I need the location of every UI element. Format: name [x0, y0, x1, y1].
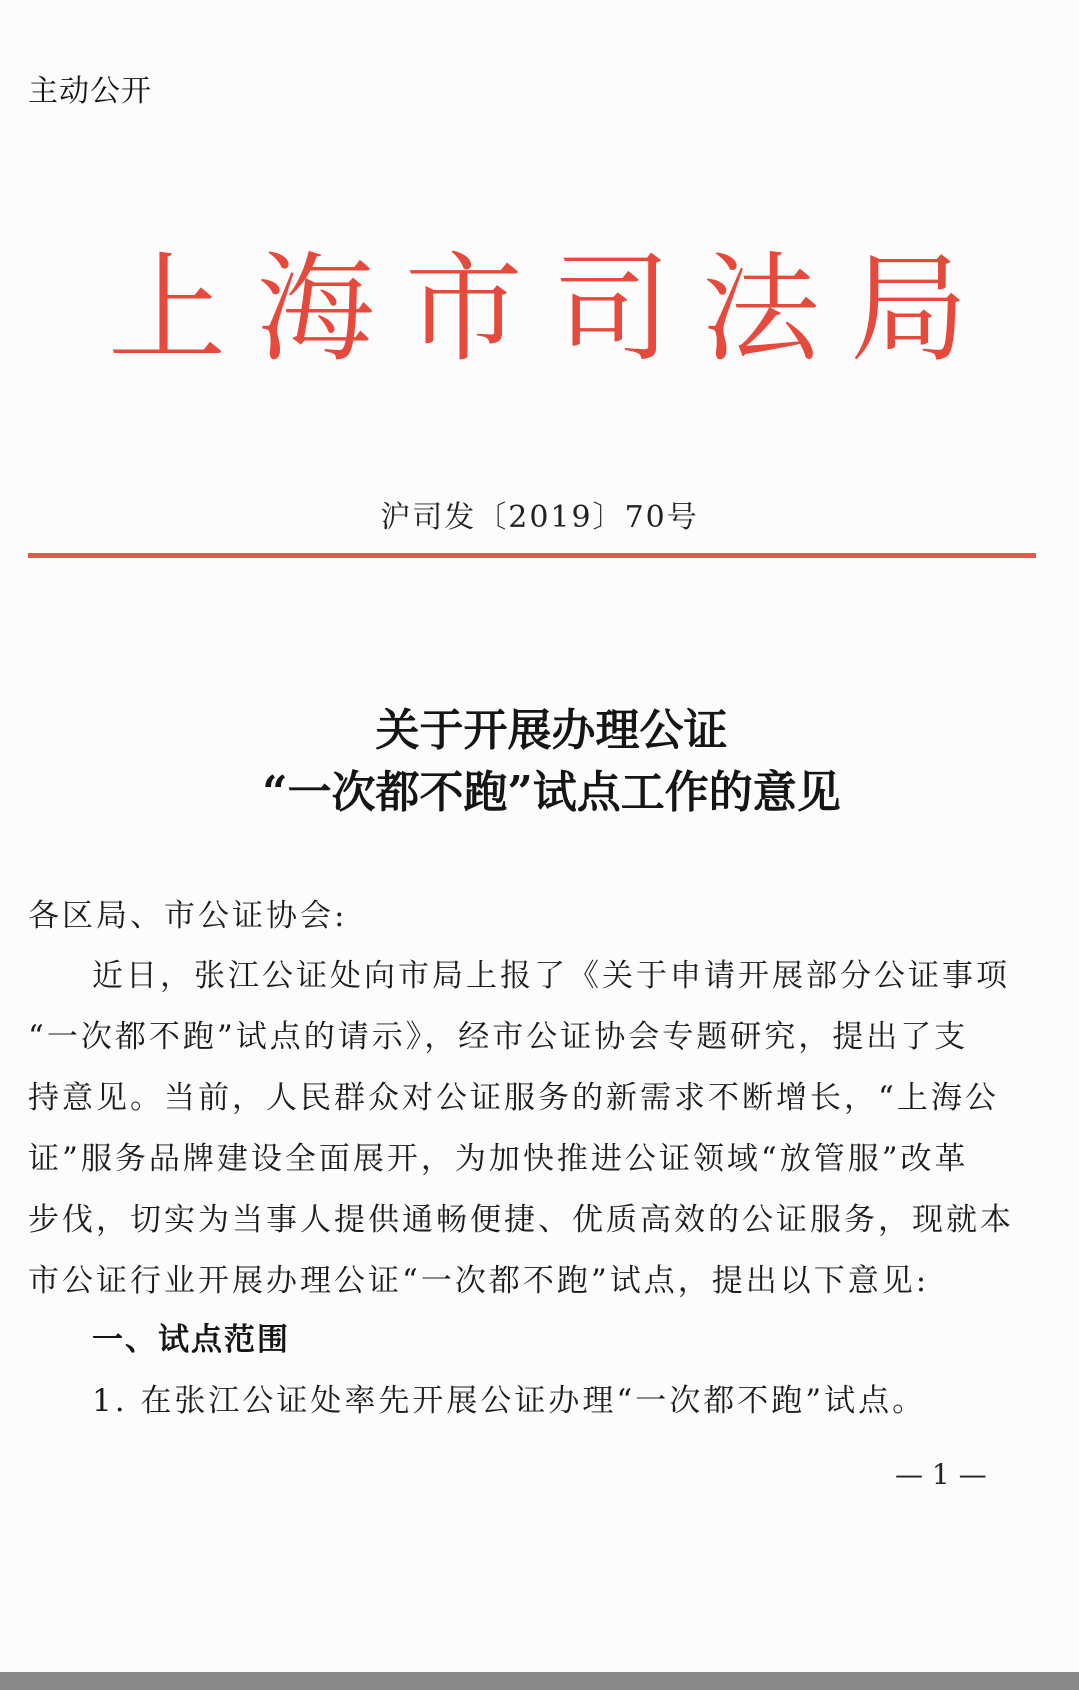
paragraph-line: 步伐，切实为当事人提供通畅便捷、优质高效的公证服务，现就本: [28, 1202, 1014, 1238]
list-item: 1. 在张江公证处率先开展公证办理“一次都不跑”试点。: [92, 1383, 927, 1419]
paragraph-line: 持意见。当前，人民群众对公证服务的新需求不断增长，“上海公: [28, 1080, 999, 1116]
organization-char: 局: [849, 240, 968, 378]
organization-char: 上: [108, 240, 227, 378]
document-number: 沪司发〔2019〕70号: [380, 500, 699, 535]
paragraph-line: 市公证行业开展办理公证“一次都不跑”试点，提出以下意见:: [28, 1263, 930, 1299]
organization-title: [108, 240, 968, 378]
disclosure-label: 主动公开: [28, 74, 152, 109]
organization-char: 市: [404, 240, 523, 378]
organization-char: 海: [256, 240, 375, 378]
document-title-line-1: 关于开展办理公证: [375, 705, 728, 756]
paragraph-line: “一次都不跑”试点的请示》，经市公证协会专题研究，提出了支: [28, 1019, 969, 1055]
salutation: 各区局、市公证协会:: [28, 898, 348, 934]
organization-char: 法: [701, 240, 820, 378]
section-heading: 一、试点范围: [92, 1322, 290, 1358]
red-divider: [28, 553, 1036, 558]
paragraph-line: 近日，张江公证处向市局上报了《关于申请开展部分公证事项: [92, 958, 1010, 994]
document-title-line-2: “一次都不跑”试点工作的意见: [262, 767, 841, 818]
bottom-edge-strip: [0, 1672, 1079, 1690]
page-number: — 1 —: [895, 1458, 987, 1491]
paragraph-line: 证”服务品牌建设全面展开，为加快推进公证领域“放管服”改革: [28, 1141, 969, 1177]
organization-char: 司: [553, 240, 672, 378]
